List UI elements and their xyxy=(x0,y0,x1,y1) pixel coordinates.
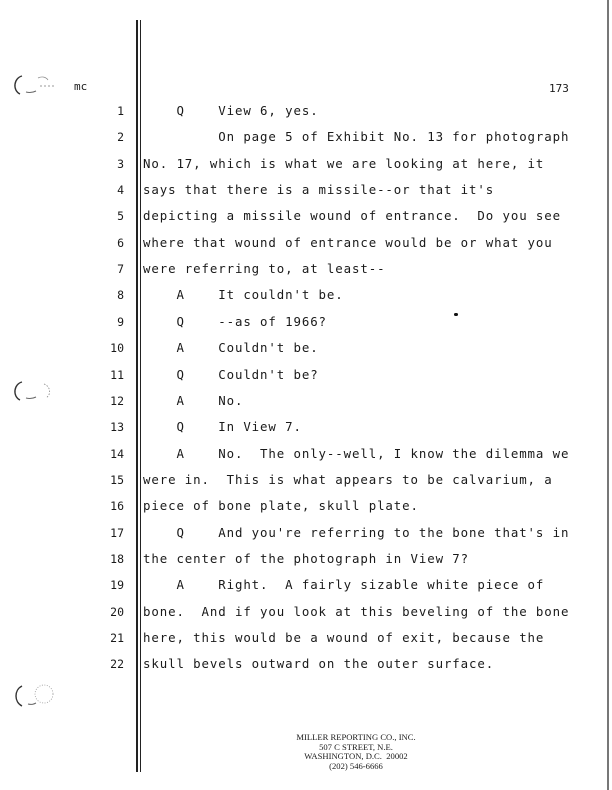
line-number: 15 xyxy=(110,473,124,487)
line-number: 11 xyxy=(110,368,124,382)
line-number: 12 xyxy=(110,394,124,408)
line-number: 14 xyxy=(110,447,124,461)
transcript-line: depicting a missile wound of entrance. Do you see xyxy=(143,208,561,223)
line-number: 20 xyxy=(110,605,124,619)
line-number: 9 xyxy=(117,315,124,329)
binder-hole-mark xyxy=(10,72,56,100)
binder-hole-mark xyxy=(10,684,56,712)
line-number: 2 xyxy=(117,130,124,144)
page-number: 173 xyxy=(549,82,569,95)
transcript-line: Q And you're referring to the bone that's in xyxy=(143,525,570,540)
transcript-line: No. 17, which is what we are looking at here, it xyxy=(143,156,545,171)
line-number: 17 xyxy=(110,526,124,540)
line-number: 6 xyxy=(117,236,124,250)
line-number: 13 xyxy=(110,420,124,434)
line-number: 21 xyxy=(110,631,124,645)
ink-speck xyxy=(454,313,458,316)
transcript-line: A No. The only--well, I know the dilemma we xyxy=(143,446,570,461)
line-number: 19 xyxy=(110,578,124,592)
reporter-initials: mc xyxy=(74,80,88,93)
line-number: 16 xyxy=(110,499,124,513)
line-number: 7 xyxy=(117,262,124,276)
line-number: 18 xyxy=(110,552,124,566)
margin-rule xyxy=(136,20,138,772)
binder-hole-mark xyxy=(10,378,56,406)
line-number: 10 xyxy=(110,341,124,355)
line-number: 3 xyxy=(117,157,124,171)
line-number: 22 xyxy=(110,657,124,671)
transcript-line: were in. This is what appears to be calvarium, a xyxy=(143,472,553,487)
transcript-line: piece of bone plate, skull plate. xyxy=(143,498,419,513)
transcript-line: where that wound of entrance would be or what you xyxy=(143,235,553,250)
transcript-line: skull bevels outward on the outer surface. xyxy=(143,656,495,671)
reporting-company-footer xyxy=(240,733,472,771)
transcript-line: A It couldn't be. xyxy=(143,287,344,302)
transcript-line: were referring to, at least-- xyxy=(143,261,386,276)
page-edge-rule xyxy=(607,0,609,790)
transcript-line: the center of the photograph in View 7? xyxy=(143,551,470,566)
line-number: 4 xyxy=(117,183,124,197)
transcript-line: bone. And if you look at this beveling of the bone xyxy=(143,604,570,619)
transcript-line: A No. xyxy=(143,393,244,408)
footer-company: MILLER REPORTING CO., INC. xyxy=(296,732,416,742)
transcript-line: Q Couldn't be? xyxy=(143,367,319,382)
transcript-line: On page 5 of Exhibit No. 13 for photograph xyxy=(143,129,570,144)
footer-phone: (202) 546-6666 xyxy=(329,760,383,771)
transcript-line: Q View 6, yes. xyxy=(143,103,319,118)
transcript-line: says that there is a missile--or that it's xyxy=(143,182,495,197)
footer-city: WASHINGTON, D.C. 20002 xyxy=(304,751,408,761)
footer-street: 507 C STREET, N.E. xyxy=(319,741,393,752)
transcript-line: A Right. A fairly sizable white piece of xyxy=(143,577,545,592)
line-number: 8 xyxy=(117,288,124,302)
line-number: 5 xyxy=(117,209,124,223)
transcript-line: here, this would be a wound of exit, because the xyxy=(143,630,545,645)
transcript-line: A Couldn't be. xyxy=(143,340,319,355)
transcript-line: Q --as of 1966? xyxy=(143,314,327,329)
margin-rule-inner xyxy=(140,20,141,772)
transcript-line: Q In View 7. xyxy=(143,419,302,434)
line-number: 1 xyxy=(117,104,124,118)
